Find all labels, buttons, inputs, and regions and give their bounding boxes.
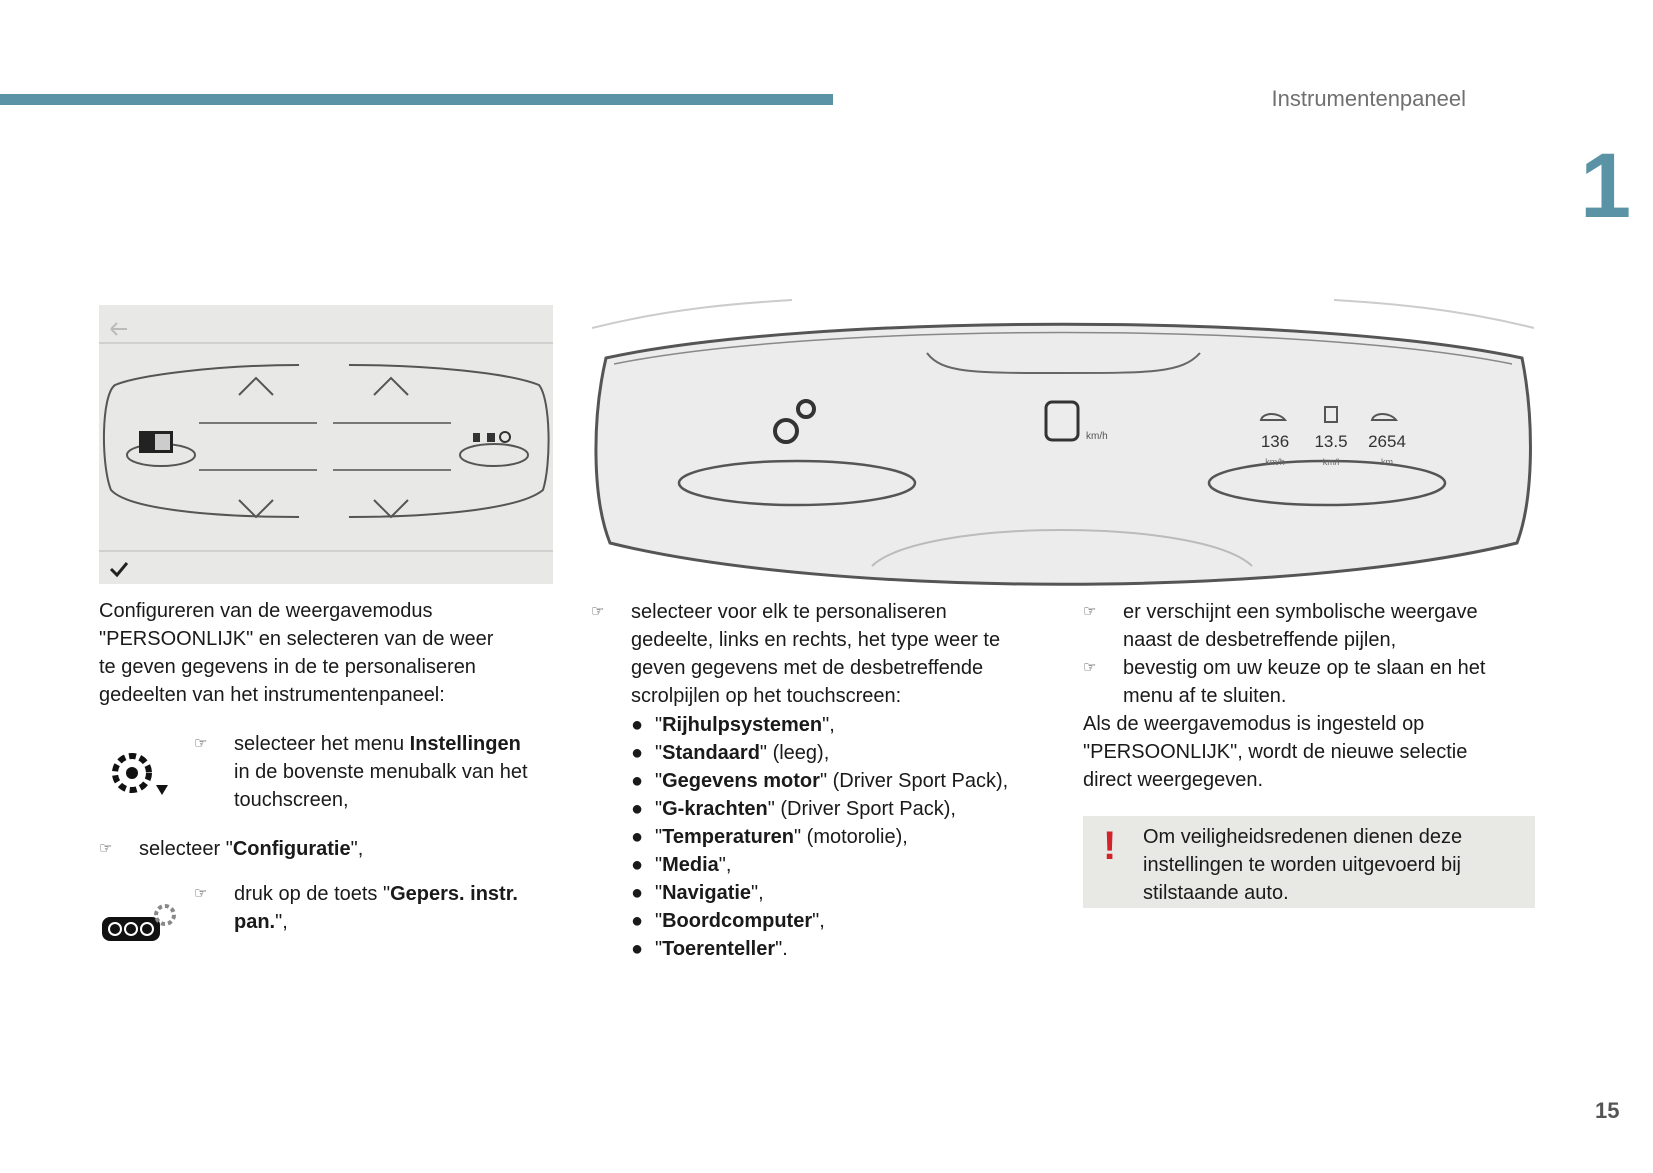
list-item: ● "Toerenteller". <box>631 938 788 960</box>
stat-value: 13.5 <box>1314 432 1348 451</box>
data-type-icons <box>473 432 510 442</box>
pointer-icon: ☞ <box>194 885 208 902</box>
header-accent-bar <box>0 94 833 105</box>
settings-icon <box>106 745 170 808</box>
section-title: Instrumentenpaneel <box>1271 86 1466 111</box>
back-arrow-icon <box>111 323 127 335</box>
pointer-icon: ☞ <box>1083 659 1097 676</box>
list-item: ● "Gegevens motor" (Driver Sport Pack), <box>631 770 1009 792</box>
list-item: ● "Standaard" (leeg), <box>631 742 830 764</box>
stat-unit: km/l <box>1322 457 1340 467</box>
pointer-icon: ☞ <box>1083 603 1097 620</box>
pointer-icon: ☞ <box>194 735 208 752</box>
stat-value: 2654 <box>1368 432 1406 451</box>
stat-value: 136 <box>1260 432 1290 451</box>
intro-paragraph: Configureren van de weergavemodus "PERSOONLIJK" en selecteren van de weer te geven gegevens in de te personaliseren gedeelten van het instrumentenpaneel: <box>99 600 494 706</box>
stat-unit: km/h <box>1265 457 1285 467</box>
touchscreen-illustration <box>99 305 553 584</box>
speed-unit: km/h <box>1086 431 1108 442</box>
pointer-icon: ☞ <box>99 840 113 857</box>
stat-unit: km <box>1381 457 1393 467</box>
result-paragraph: Als de weergavemodus is ingesteld op "PERSOONLIJK", wordt de nieuwe selectie direct weergegeven. <box>1083 713 1468 791</box>
list-item: ● "Boordcomputer", <box>631 910 825 932</box>
list-item: ● "G-krachten" (Driver Sport Pack), <box>631 798 956 820</box>
safety-warning-box: ! Om veiligheidsredenen dienen deze instellingen te worden uitgevoerd bij stilstaande auto. <box>1083 816 1535 908</box>
list-item: ● "Rijhulpsystemen", <box>631 714 835 736</box>
page-number: 15 <box>1595 1098 1620 1123</box>
check-icon <box>111 563 127 575</box>
data-options-list <box>631 711 1051 963</box>
list-item: ● "Navigatie", <box>631 882 764 904</box>
chapter-number: 1 <box>1580 135 1632 237</box>
list-item: ● "Temperaturen" (motorolie), <box>631 826 908 848</box>
pointer-icon: ☞ <box>591 603 605 620</box>
instrument-panel-config-icon <box>101 903 181 954</box>
list-item: ● "Media", <box>631 854 732 876</box>
warning-icon: ! <box>1103 824 1117 868</box>
instrument-cluster-illustration <box>592 298 1534 588</box>
